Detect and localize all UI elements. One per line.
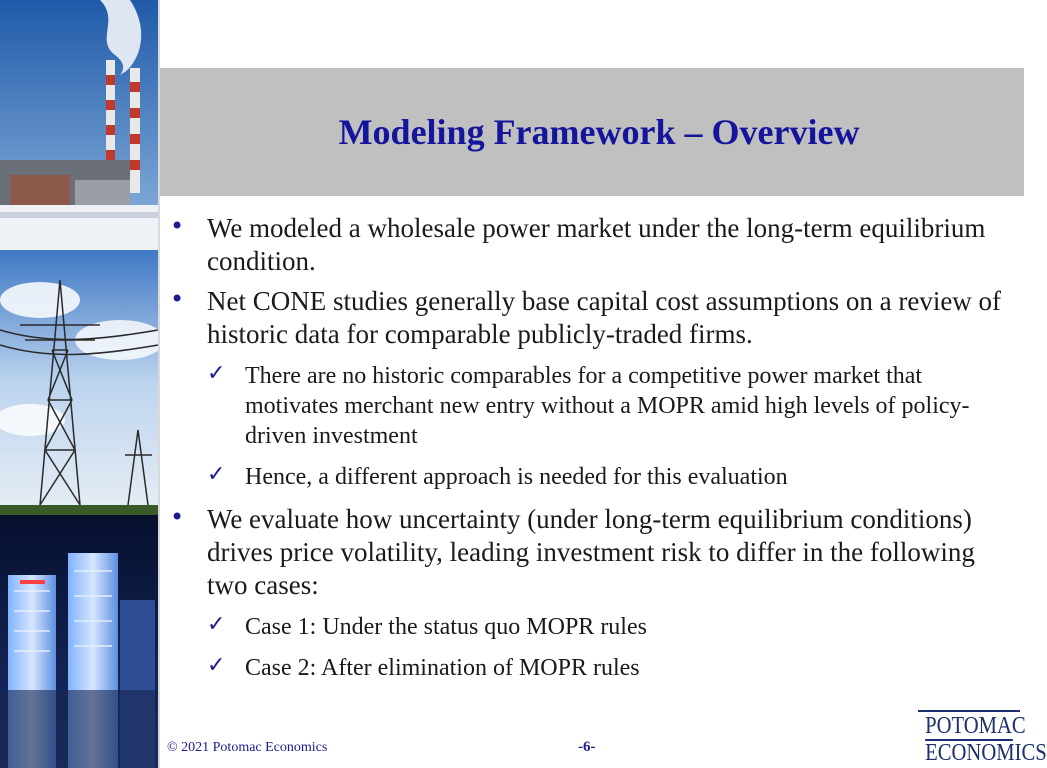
slide-title: Modeling Framework – Overview <box>338 112 860 152</box>
power-plant-photo <box>0 0 158 250</box>
sub-bullet-item <box>207 462 1015 492</box>
potomac-economics-logo <box>918 710 1047 766</box>
copyright-text: © 2021 Potomac Economics <box>167 740 328 755</box>
bullet-dot-icon: • <box>170 212 185 240</box>
bullet-text: We evaluate how uncertainty (under long-term equilibrium conditions) drives price volatility, leading investment risk to differ in the following two cases: <box>207 504 975 600</box>
bullet-dot-icon: • <box>170 503 185 531</box>
sub-bullet-list <box>207 612 1015 683</box>
bullet-text: We modeled a wholesale power market under the long-term equilibrium condition. <box>207 213 986 276</box>
bullet-item <box>170 503 1015 683</box>
bullet-text: Net CONE studies generally base capital cost assumptions on a review of historic data for comparable publicly-traded firms. <box>207 286 1002 349</box>
bullet-item <box>170 285 1015 492</box>
checkmark-icon: ✓ <box>207 462 226 487</box>
page-number: -6- <box>578 739 596 755</box>
bullet-dot-icon: • <box>170 285 185 313</box>
sub-bullet-text: There are no historic comparables for a competitive power market that motivates merchant new entry without a MOPR amid high levels of policy-driven investment <box>245 363 970 449</box>
city-skyline-photo <box>0 515 158 768</box>
bullet-list <box>170 212 1015 683</box>
checkmark-icon: ✓ <box>207 612 226 637</box>
sub-bullet-text: Case 2: After elimination of MOPR rules <box>245 655 640 681</box>
logo-line-2: ECONOMICS <box>925 740 1047 766</box>
left-photo-strip <box>0 0 158 768</box>
sub-bullet-text: Case 1: Under the status quo MOPR rules <box>245 614 647 640</box>
logo-line-1: POTOMAC <box>925 713 1026 739</box>
checkmark-icon: ✓ <box>207 653 226 678</box>
sub-bullet-item <box>207 653 1015 683</box>
sub-bullet-text: Hence, a different approach is needed for this evaluation <box>245 464 788 490</box>
sub-bullet-item <box>207 361 1015 451</box>
title-band <box>160 68 1024 196</box>
sub-bullet-item <box>207 612 1015 642</box>
sub-bullet-list <box>207 361 1015 492</box>
checkmark-icon: ✓ <box>207 361 226 386</box>
slide-body <box>170 212 1015 694</box>
bullet-item <box>170 212 1015 278</box>
transmission-tower-photo <box>0 250 165 515</box>
